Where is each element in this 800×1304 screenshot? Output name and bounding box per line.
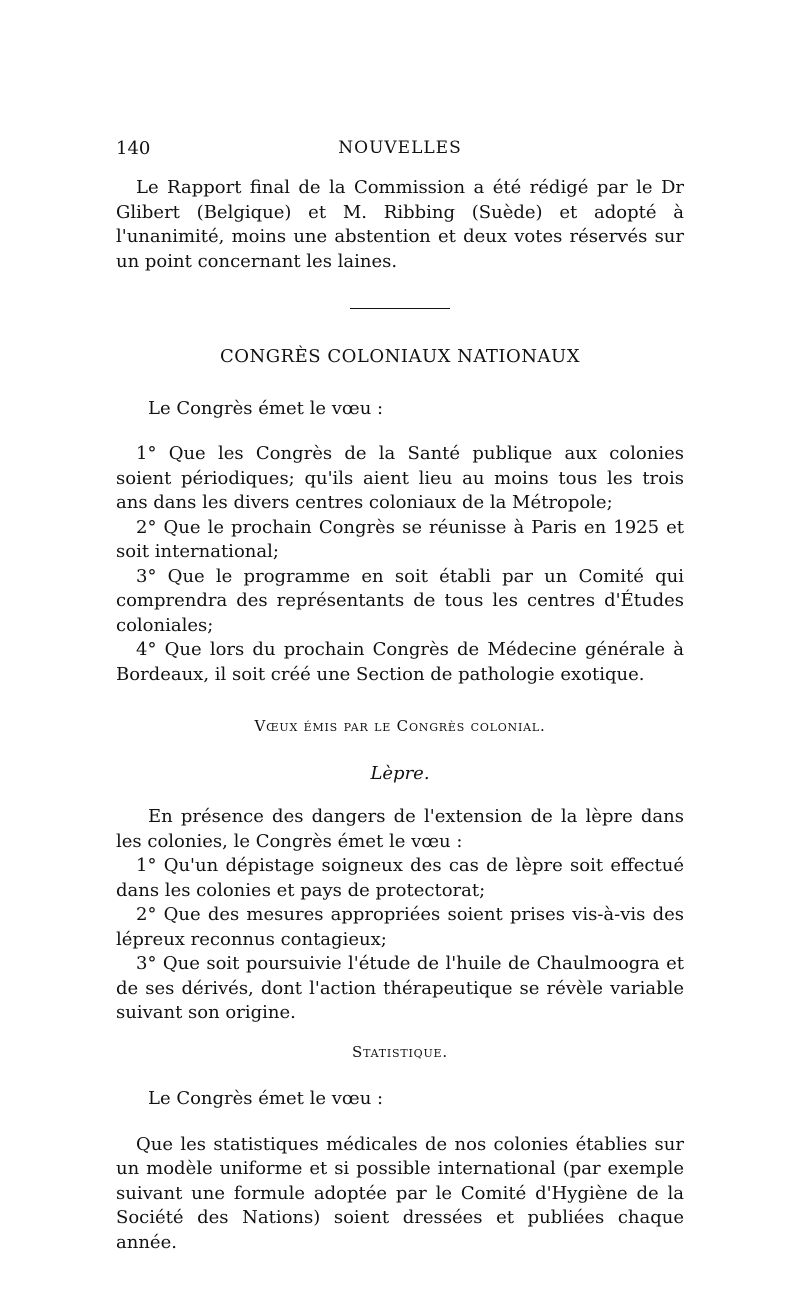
section-title-voeux: Vœux émis par le Congrès colonial. <box>254 717 546 735</box>
section1-item-3: 3° Que le programme en soit établi par un Comité qui comprendra des représentants de tous les centres d'Études coloniales; <box>116 565 684 636</box>
running-head: NOUVELLES <box>338 138 462 158</box>
section2-lead: En présence des dangers de l'extension de la lèpre dans les colonies, le Congrès émet le vœu : <box>116 806 684 852</box>
section-title-statistique: Statistique. <box>352 1042 448 1061</box>
section2-item-2: 2° Que des mesures appropriées soient prises vis-à-vis des lépreux reconnus contagieux; <box>116 904 684 950</box>
page-header <box>116 138 684 164</box>
section2-item-1: 1° Qu'un dépistage soigneux des cas de lèpre soit effectué dans les colonies et pays de protectorat; <box>116 855 684 901</box>
section-title-congres-coloniaux: CONGRÈS COLONIAUX NATIONAUX <box>219 346 581 367</box>
section2-item-3: 3° Que soit poursuivie l'étude de l'huile de Chaulmoogra et de ses dérivés, dont l'action thérapeutique se révèle variable suivant son origine. <box>116 953 684 1023</box>
section3-lead: Le Congrès émet le vœu : <box>148 1088 384 1109</box>
section1-item-4: 4° Que lors du prochain Congrès de Médecine générale à Bordeaux, il soit créé une Section de pathologie exotique. <box>116 639 684 685</box>
page-number: 140 <box>116 138 151 159</box>
subsection-title-lepre: Lèpre. <box>370 762 430 784</box>
section1-item-1: 1° Que les Congrès de la Santé publique aux colonies soient périodiques; qu'ils aient lieu au moins tous les trois ans dans les divers centres coloniaux de la Métropole; <box>116 443 684 513</box>
intro-paragraph: Le Rapport final de la Commission a été rédigé par le Dr Glibert (Belgique) et M. Ribbing (Suède) et adopté à l'unanimité, moins une abstention et deux votes réservés sur un point concernant les laines. <box>116 177 684 272</box>
section3-paragraph: Que les statistiques médicales de nos colonies établies sur un modèle uniforme et si possible international (par exemple suivant une formule adoptée par le Comité d'Hygiène de la Société des Nations) soient dressées et publiées chaque année. <box>116 1133 684 1253</box>
section1-item-2: 2° Que le prochain Congrès se réunisse à Paris en 1925 et soit international; <box>116 516 684 562</box>
section-divider <box>350 308 450 309</box>
section1-lead: Le Congrès émet le vœu : <box>148 397 384 419</box>
page-content <box>116 176 684 1255</box>
